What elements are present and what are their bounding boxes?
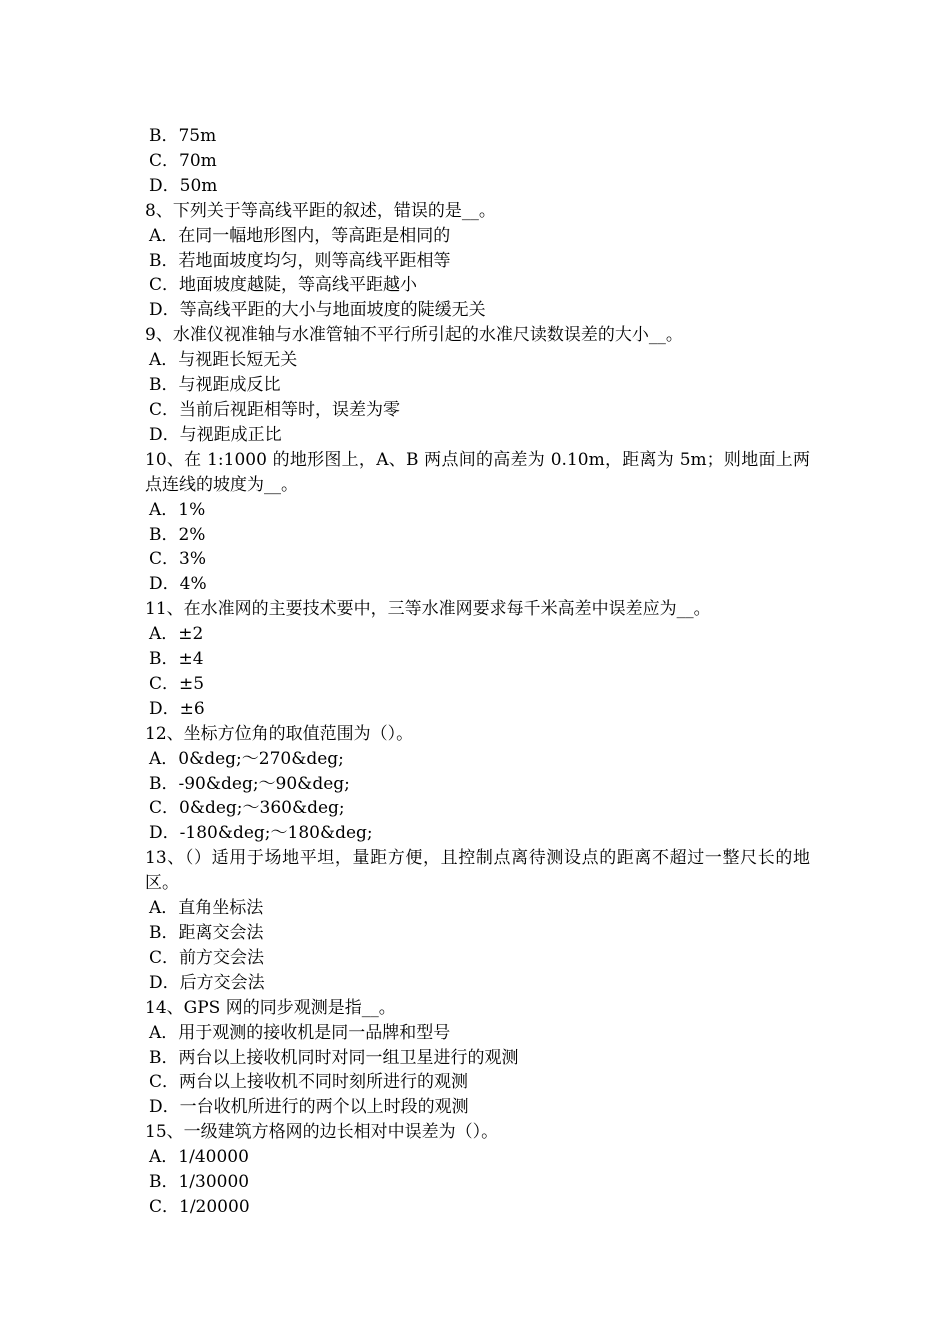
answer-option: C．两台以上接收机不同时刻所进行的观测: [149, 1072, 469, 1093]
answer-option: A．在同一幅地形图内，等高距是相同的: [149, 225, 451, 246]
answer-option: D．与视距成正比: [149, 424, 282, 445]
answer-option: A．1%: [149, 499, 206, 520]
question-text: 13、（）适用于场地平坦，量距方便，且控制点离待测设点的距离不超过一整尺长的地区。: [145, 848, 810, 894]
answer-option: D．-180&deg;～180&deg;: [149, 823, 373, 844]
answer-option: A．0&deg;～270&deg;: [149, 748, 344, 769]
answer-option: D．4%: [149, 574, 207, 595]
answer-option: D．后方交会法: [149, 972, 265, 993]
answer-option: B．若地面坡度均匀，则等高线平距相等: [149, 250, 451, 271]
answer-option: C．0&deg;～360&deg;: [149, 798, 345, 819]
document-page: [145, 124, 810, 1220]
question-text: 8、下列关于等高线平距的叙述，错误的是__。: [145, 200, 496, 221]
answer-option: C．±5: [149, 673, 205, 694]
question-text: 11、在水准网的主要技术要中，三等水准网要求每千米高差中误差应为__。: [145, 599, 711, 620]
answer-option: B．±4: [149, 649, 204, 670]
question-text: 9、水准仪视准轴与水准管轴不平行所引起的水准尺读数误差的大小__。: [145, 325, 683, 346]
question-text: 15、一级建筑方格网的边长相对中误差为（）。: [145, 1122, 499, 1143]
answer-option: A．±2: [149, 624, 204, 645]
answer-option: A．用于观测的接收机是同一品牌和型号: [149, 1022, 451, 1043]
answer-option: D．50m: [149, 175, 218, 196]
answer-option: A．1/40000: [149, 1147, 249, 1168]
answer-option: D．±6: [149, 698, 205, 719]
answer-option: D．一台收机所进行的两个以上时段的观测: [149, 1097, 469, 1118]
answer-option: C．前方交会法: [149, 947, 265, 968]
question-text: 12、坐标方位角的取值范围为（）。: [145, 723, 414, 744]
answer-option: B．两台以上接收机同时对同一组卫星进行的观测: [149, 1047, 519, 1068]
answer-option: C．70m: [149, 150, 217, 171]
answer-option: D．等高线平距的大小与地面坡度的陡缓无关: [149, 300, 486, 321]
answer-option: B．与视距成反比: [149, 375, 281, 396]
question-text: 14、GPS 网的同步观测是指__。: [145, 997, 396, 1018]
answer-option: B．2%: [149, 524, 206, 545]
answer-option: B．1/30000: [149, 1172, 250, 1193]
answer-option: B．距离交会法: [149, 923, 264, 943]
answer-option: C．1/20000: [149, 1196, 250, 1217]
answer-option: B．-90&deg;～90&deg;: [149, 773, 350, 794]
answer-option: B．75m: [149, 126, 217, 146]
answer-option: A．与视距长短无关: [149, 350, 298, 371]
answer-option: A．直角坐标法: [149, 898, 264, 919]
question-text: 10、在 1:1000 的地形图上，A、B 两点间的高差为 0.10m，距离为 5m；则地面上两点连线的坡度为__。: [145, 449, 810, 495]
answer-option: C．3%: [149, 549, 206, 570]
answer-option: C．地面坡度越陡，等高线平距越小: [149, 275, 418, 296]
answer-option: C．当前后视距相等时，误差为零: [149, 399, 401, 420]
